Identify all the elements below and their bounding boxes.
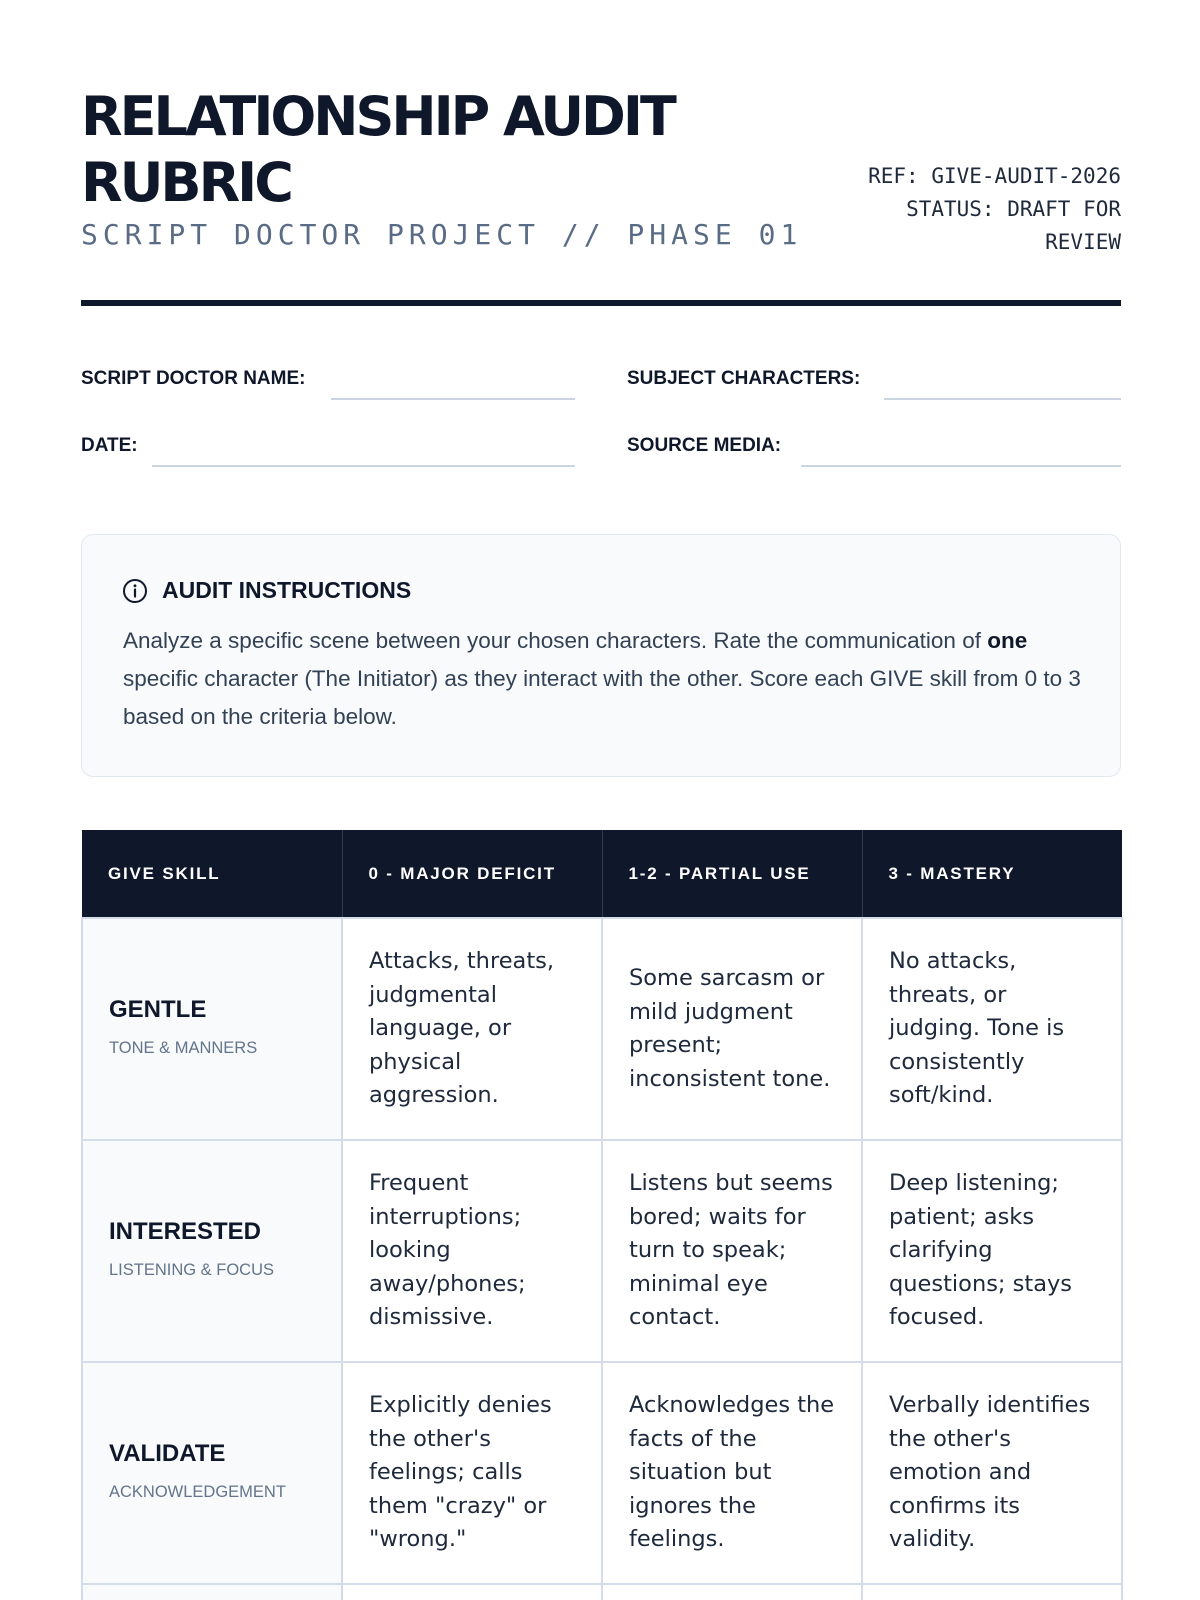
script-doctor-name-input[interactable]	[331, 398, 575, 400]
date-input[interactable]	[152, 465, 575, 467]
reference-code: REF: GIVE-AUDIT-2026	[868, 164, 1121, 188]
mastery-cell: No attacks, threats, or judging. Tone is consistently soft/kind.	[862, 918, 1122, 1140]
deficit-cell: Attacks, threats, judgmental language, or physical aggression.	[342, 918, 602, 1140]
skill-cell	[82, 1362, 342, 1584]
partial-cell: Listens but seems bored; waits for turn to speak; minimal eye contact.	[602, 1140, 862, 1362]
script-doctor-name-field	[81, 360, 575, 400]
instructions-text-part: specific character (The Initiator) as they interact with the other. Score each GIVE skill from 0 to 3 based on the criteria below.	[123, 666, 1081, 729]
column-header: GIVE SKILL	[82, 830, 342, 918]
document-header	[81, 84, 1121, 310]
source-media-label: SOURCE MEDIA:	[627, 435, 782, 456]
skill-name: GENTLE	[109, 995, 207, 1023]
source-media-input[interactable]	[801, 465, 1121, 467]
script-doctor-name-label: SCRIPT DOCTOR NAME:	[81, 368, 306, 389]
skill-subtitle: LISTENING & FOCUS	[109, 1261, 275, 1279]
skill-name: VALIDATE	[109, 1439, 226, 1467]
date-label: DATE:	[81, 435, 138, 456]
subject-characters-label: SUBJECT CHARACTERS:	[627, 368, 861, 389]
rubric-table	[81, 830, 1121, 1600]
table-row	[82, 1140, 1122, 1362]
partial-cell	[602, 1584, 862, 1600]
partial-cell: Acknowledges the facts of the situation but ignores the feelings.	[602, 1362, 862, 1584]
skill-cell	[82, 1584, 342, 1600]
column-header: 0 - MAJOR DEFICIT	[342, 830, 602, 918]
partial-cell: Some sarcasm or mild judgment present; inconsistent tone.	[602, 918, 862, 1140]
deficit-cell: Frequent interruptions; looking away/phones; dismissive.	[342, 1140, 602, 1362]
column-header: 1-2 - PARTIAL USE	[602, 830, 862, 918]
instructions-box	[81, 534, 1121, 777]
header-divider	[81, 300, 1121, 306]
skill-cell	[82, 1140, 342, 1362]
subject-characters-field	[627, 360, 1121, 400]
table-row	[82, 1584, 1122, 1600]
table-row	[82, 1362, 1122, 1584]
status-label: STATUS: DRAFT FOR REVIEW	[906, 197, 1121, 254]
page-subtitle: SCRIPT DOCTOR PROJECT // PHASE 01	[81, 218, 803, 251]
deficit-cell: Explicitly denies the other's feelings; calls them "crazy" or "wrong."	[342, 1362, 602, 1584]
table-header-row	[82, 830, 1122, 918]
mastery-cell	[862, 1584, 1122, 1600]
date-field	[81, 427, 575, 467]
skill-subtitle: ACKNOWLEDGEMENT	[109, 1483, 286, 1501]
table-row	[82, 918, 1122, 1140]
skill-subtitle: TONE & MANNERS	[109, 1039, 258, 1057]
document-meta	[821, 160, 1121, 259]
instructions-text	[123, 622, 1083, 736]
page-title: RELATIONSHIP AUDIT RUBRIC	[81, 85, 674, 214]
info-icon	[122, 578, 148, 604]
source-media-field	[627, 427, 1121, 467]
instructions-header	[122, 577, 411, 604]
instructions-text-part: Analyze a specific scene between your chosen characters. Rate the communication of	[123, 628, 988, 653]
mastery-cell: Deep listening; patient; asks clarifying questions; stays focused.	[862, 1140, 1122, 1362]
skill-cell	[82, 918, 342, 1140]
instructions-emphasis: one	[987, 628, 1028, 653]
instructions-title: AUDIT INSTRUCTIONS	[162, 577, 412, 603]
column-header: 3 - MASTERY	[862, 830, 1122, 918]
deficit-cell	[342, 1584, 602, 1600]
mastery-cell: Verbally identifies the other's emotion and confirms its validity.	[862, 1362, 1122, 1584]
subject-characters-input[interactable]	[884, 398, 1121, 400]
skill-name: INTERESTED	[109, 1217, 262, 1245]
